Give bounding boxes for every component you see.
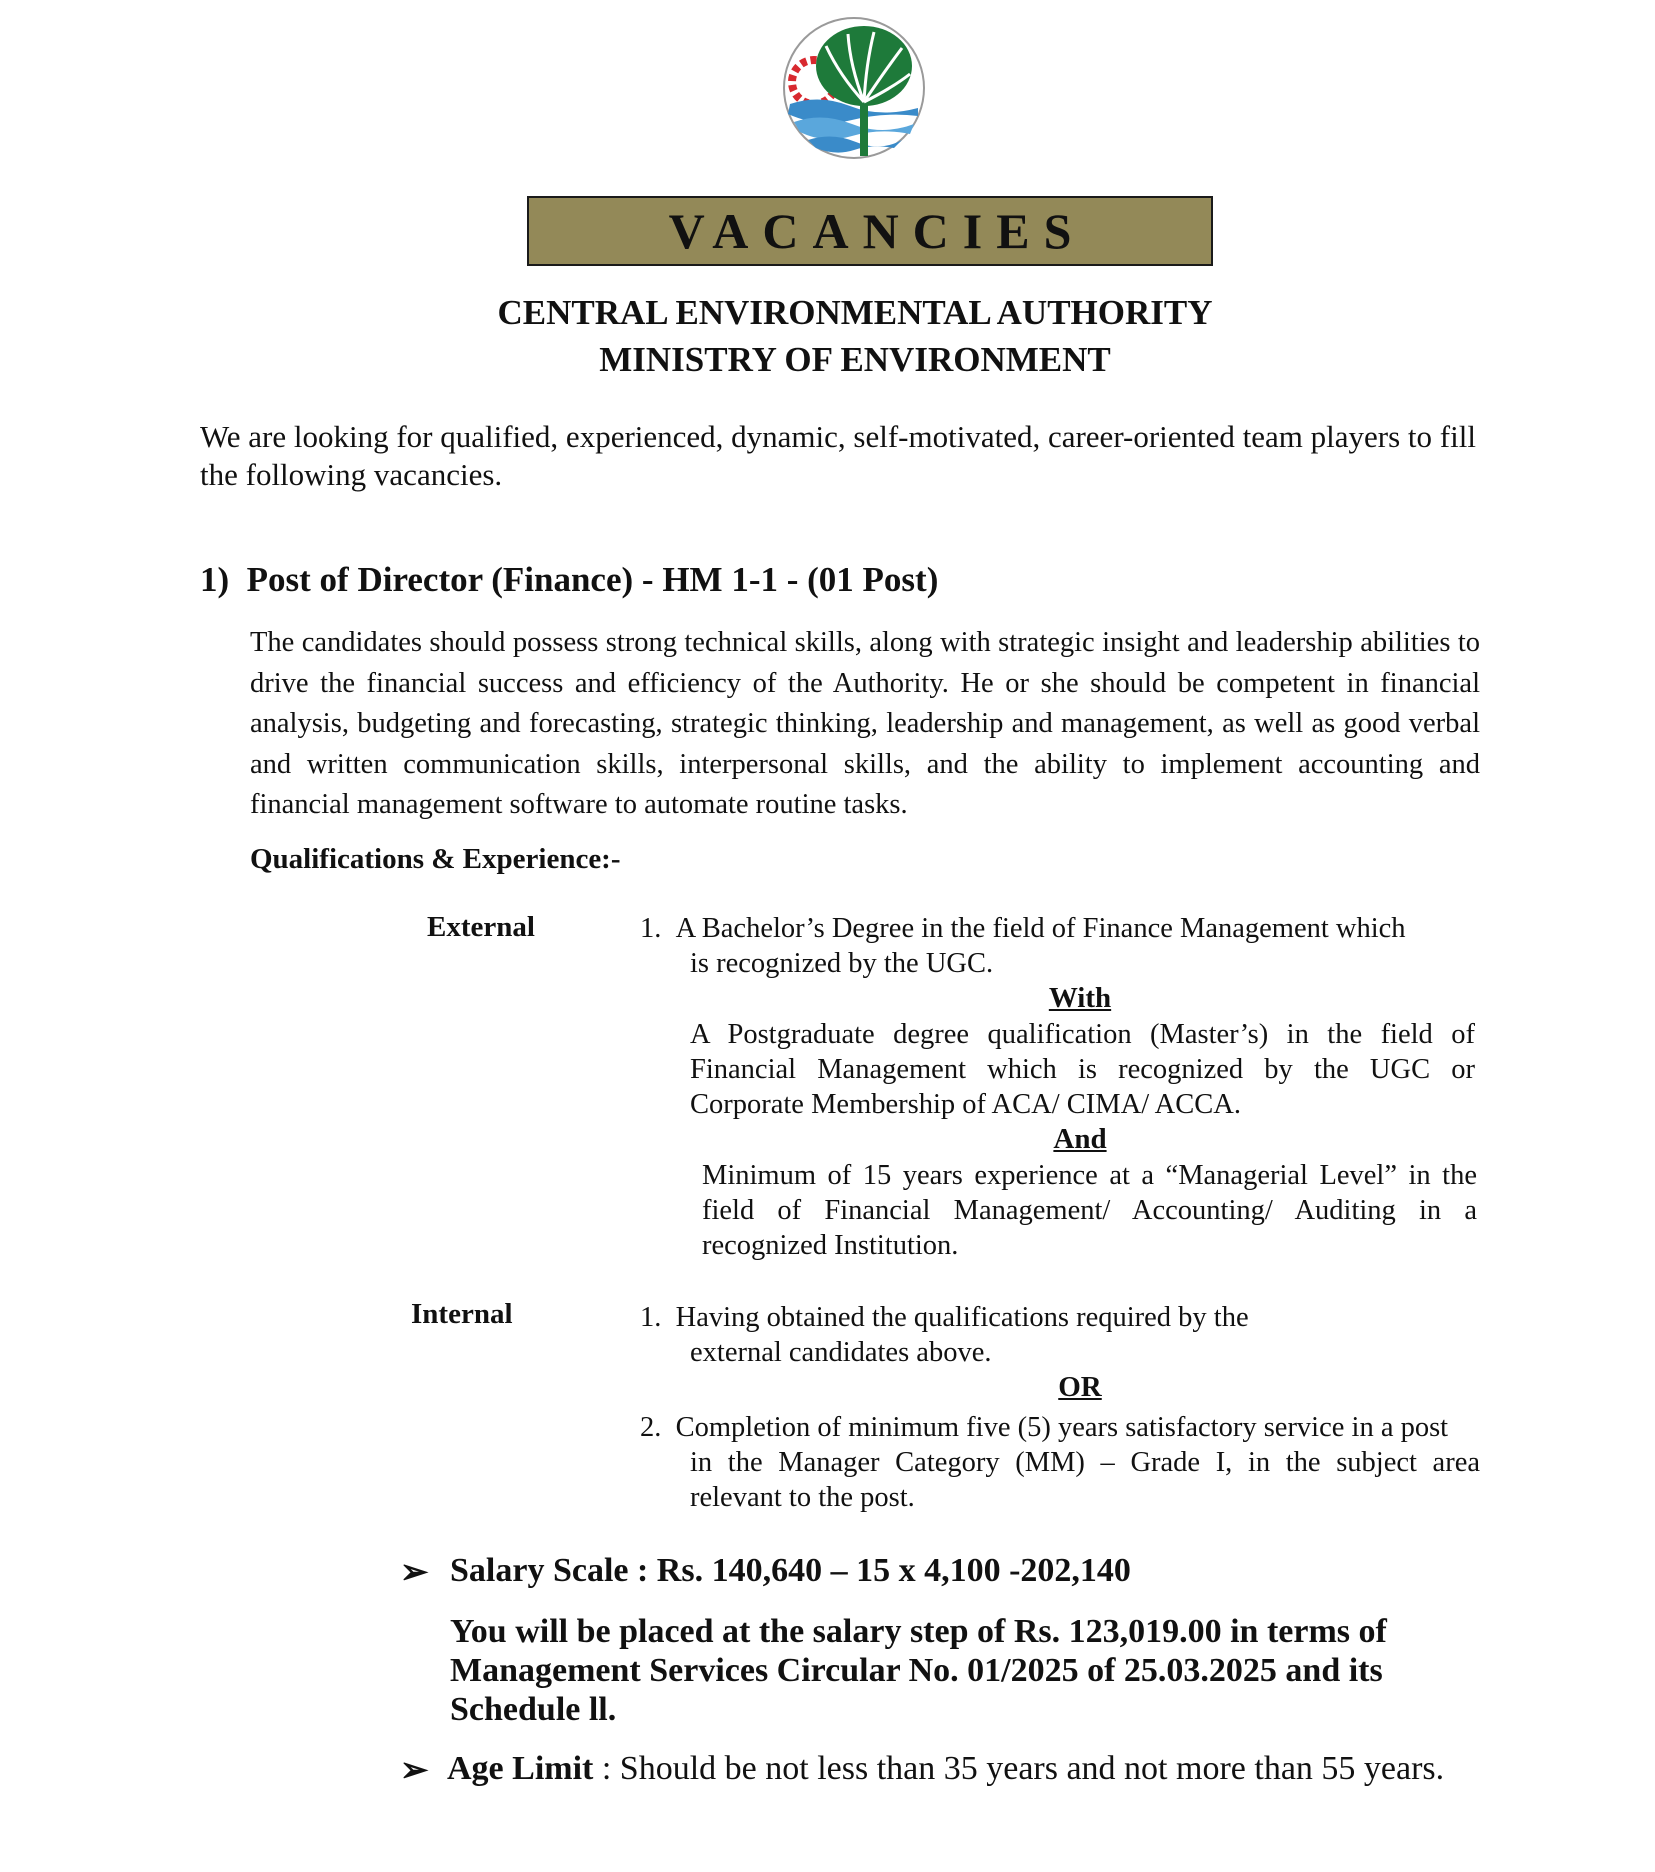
internal-label: Internal	[411, 1298, 513, 1330]
experience-requirement: Minimum of 15 years experience at a “Managerial Level” in the field of Financial Management/ Accounting/ Auditing in a recognized Institution.	[702, 1160, 1477, 1261]
internal-item-1	[640, 1300, 1370, 1370]
with-connector: With	[1048, 982, 1112, 1014]
ministry-name: MINISTRY OF ENVIRONMENT	[599, 340, 1111, 379]
post-number: 1)	[200, 560, 230, 599]
age-limit-text: : Should be not less than 35 years and not more than 55 years.	[593, 1750, 1445, 1787]
and-connector: And	[1053, 1123, 1107, 1155]
post-title: Post of Director (Finance) - HM 1-1 - (01 Post)	[246, 560, 939, 599]
post-description: The candidates should possess strong technical skills, along with strategic insight and leadership abilities to drive the financial success and efficiency of the Authority. He or she should be competent in financial analysis, budgeting and forecasting, strategic thinking, leadership and management, as well as good verbal and written communication skills, interpersonal skills, and the ability to implement accounting and financial management software to automate routine tasks.	[250, 627, 1480, 820]
internal-item-2	[640, 1410, 1480, 1515]
organization-name: CENTRAL ENVIRONMENTAL AUTHORITY	[497, 293, 1213, 332]
age-limit	[447, 1750, 1444, 1788]
internal-item-2-line1: Completion of minimum five (5) years satisfactory service in a post	[675, 1412, 1449, 1443]
qualifications-heading: Qualifications & Experience:-	[250, 843, 621, 875]
internal-item-2-number: 2.	[640, 1412, 662, 1443]
salary-placement: You will be placed at the salary step of Rs. 123,019.00 in terms of Management Services Circular No. 01/2025 of 25.03.2025 and its Schedule ll.	[450, 1613, 1387, 1728]
internal-item-1-line1: Having obtained the qualifications required by the	[675, 1302, 1249, 1333]
external-item-1-number: 1.	[640, 913, 662, 944]
postgraduate-requirement: A Postgraduate degree qualification (Master’s) in the field of Financial Management which is recognized by the UGC or Corporate Membership of ACA/ CIMA/ ACCA.	[690, 1019, 1475, 1120]
external-item-1-line2: is recognized by the UGC.	[690, 948, 994, 979]
or-connector: OR	[1058, 1371, 1102, 1403]
internal-item-2-rest: in the Manager Category (MM) – Grade I, in the subject area relevant to the post.	[690, 1447, 1480, 1513]
arrow-bullet-icon: ➢	[400, 1554, 429, 1591]
external-item-1-line1: A Bachelor’s Degree in the field of Finance Management which	[675, 913, 1406, 944]
external-label: External	[427, 911, 535, 943]
age-limit-label: Age Limit	[447, 1750, 594, 1787]
post-heading	[200, 560, 938, 600]
arrow-bullet-icon: ➢	[400, 1752, 429, 1789]
internal-item-1-number: 1.	[640, 1302, 662, 1333]
salary-scale: Salary Scale : Rs. 140,640 – 15 x 4,100 -202,140	[450, 1552, 1131, 1589]
intro-paragraph: We are looking for qualified, experienced, dynamic, self-motivated, career-oriented team players to fill the following vacancies.	[200, 419, 1476, 492]
authority-logo	[780, 16, 928, 160]
internal-item-1-line2: external candidates above.	[690, 1337, 992, 1368]
vacancies-banner: VACANCIES	[527, 196, 1213, 266]
external-item-1	[640, 911, 1480, 981]
